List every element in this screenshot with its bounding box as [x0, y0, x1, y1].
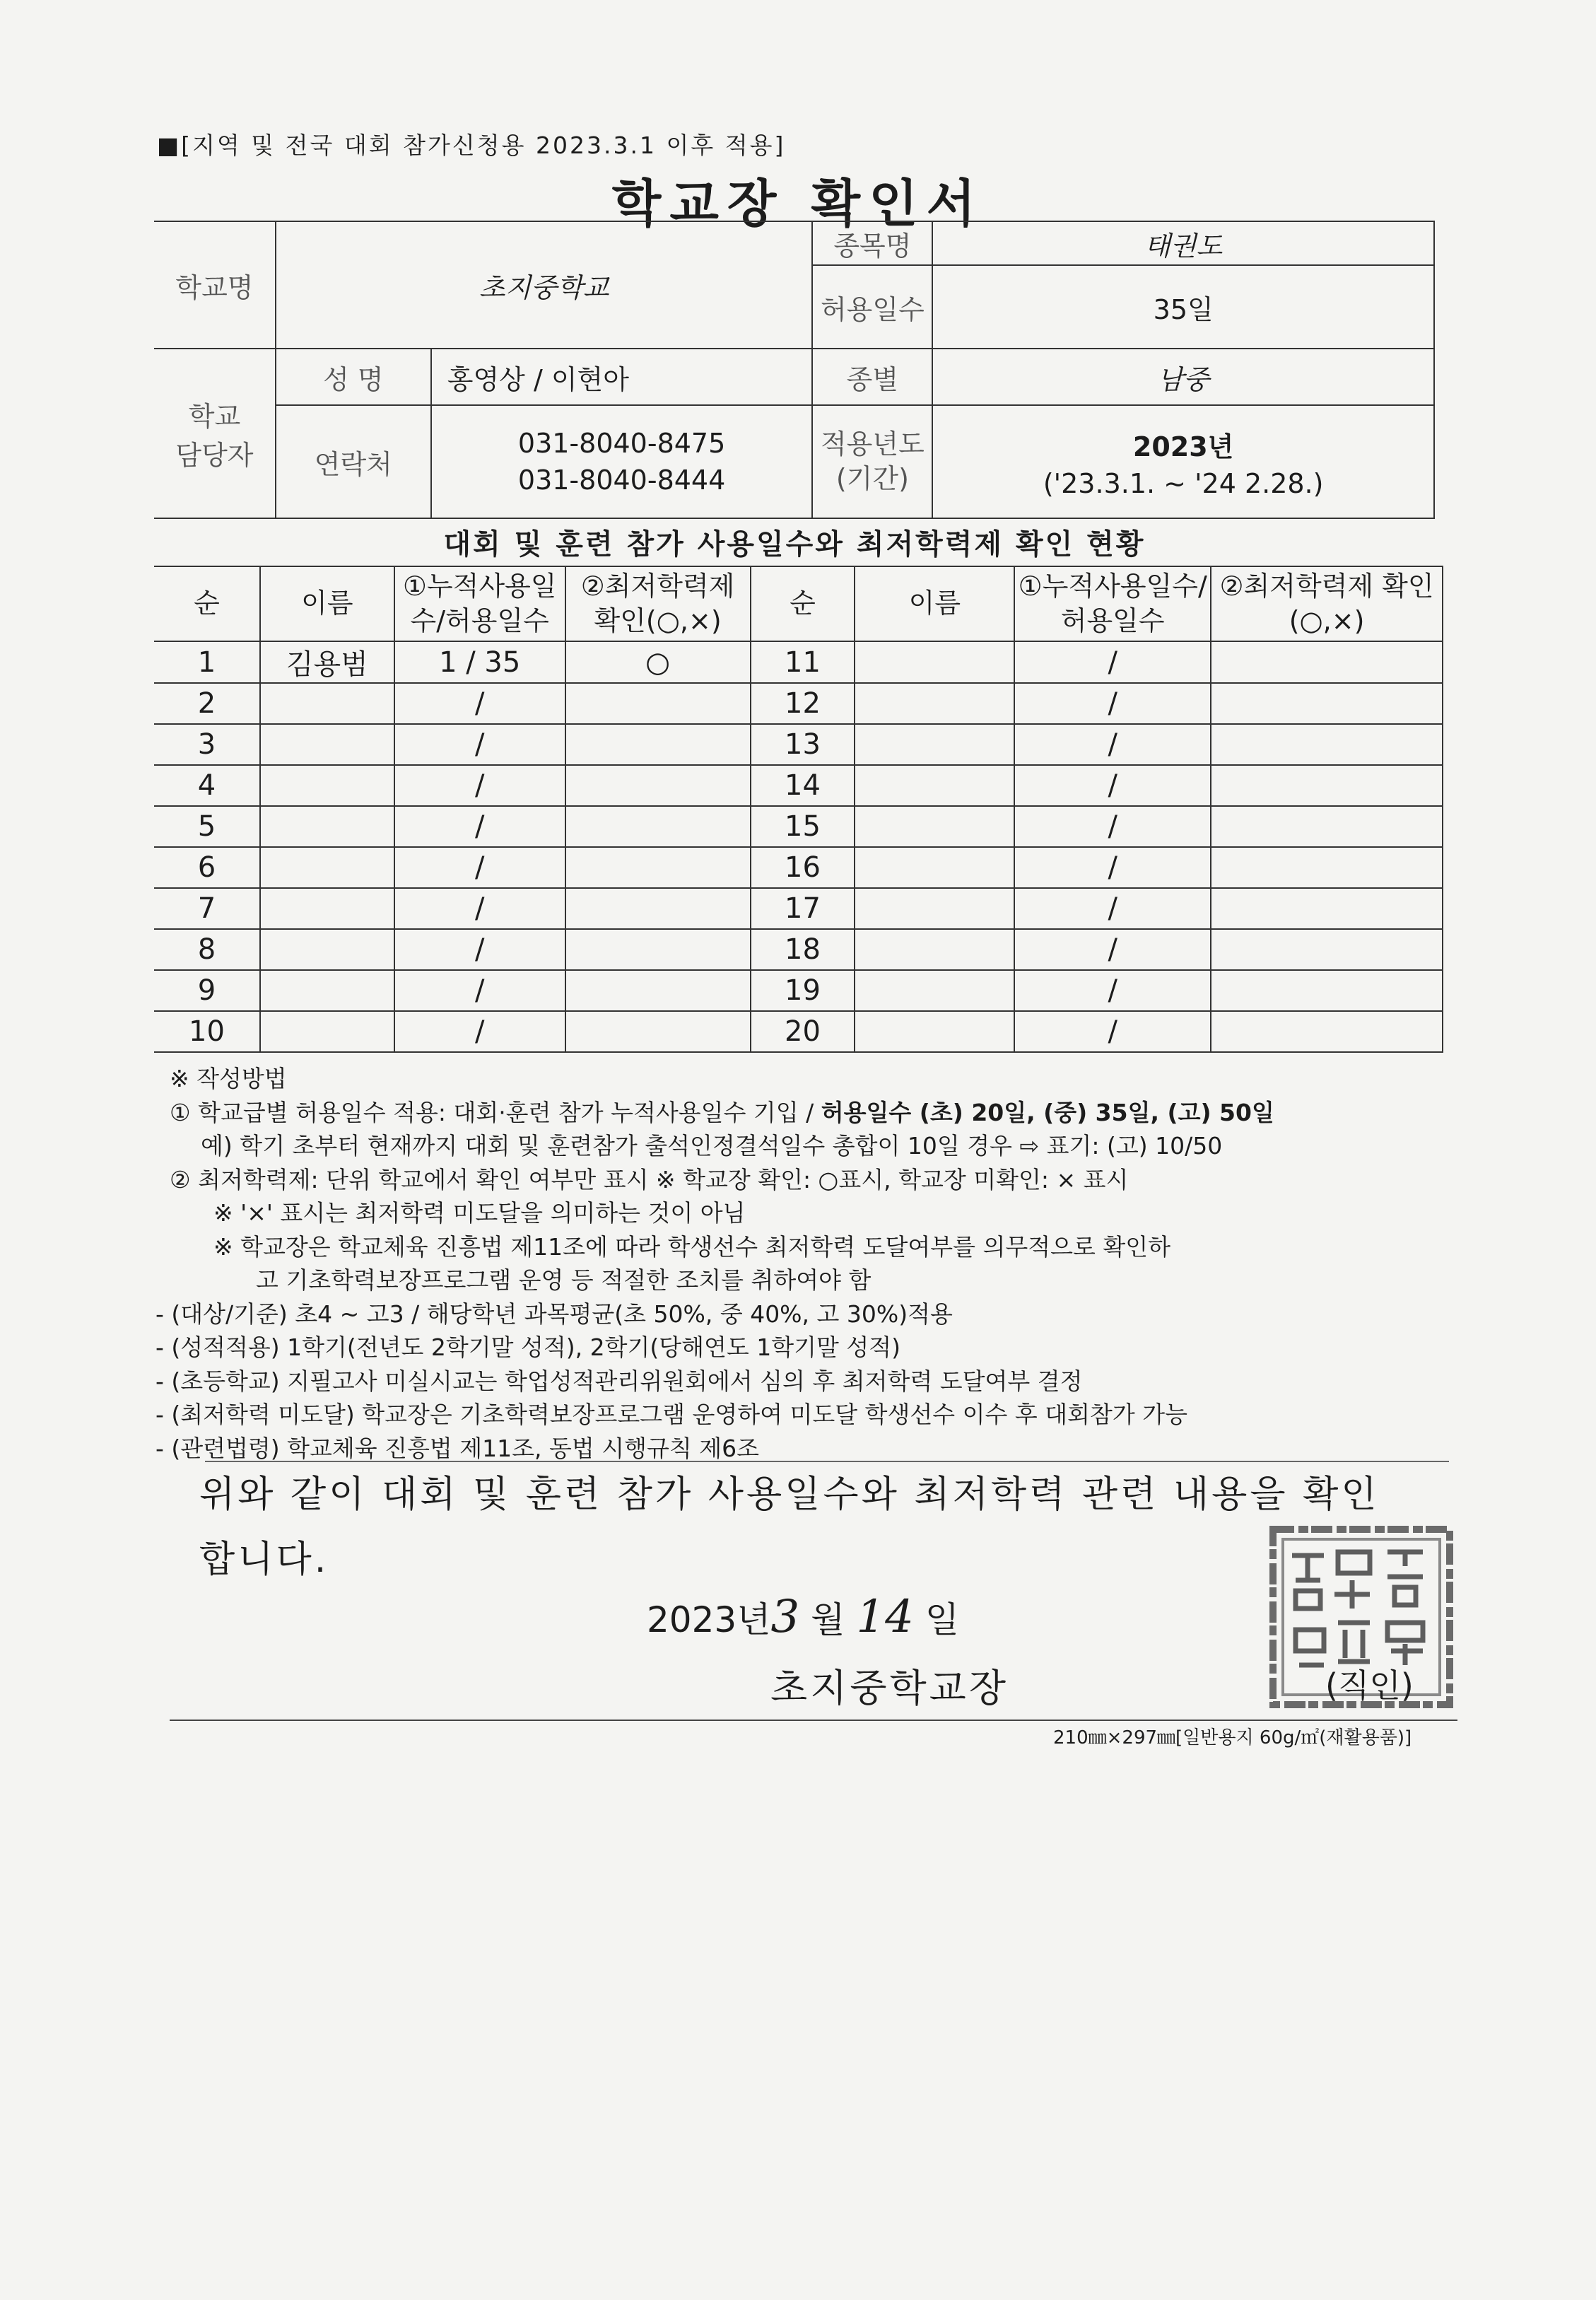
participation-table	[154, 566, 1443, 1053]
row-name	[855, 888, 1014, 929]
seal-label: (직인)	[1325, 1666, 1414, 1705]
row-no: 6	[154, 847, 260, 888]
row-name	[855, 970, 1014, 1011]
detail-5: - (관련법령) 학교체육 진흥법 제11조, 동법 시행규칙 제6조	[156, 1434, 759, 1462]
row-name	[855, 641, 1014, 683]
date-day-unit: 일	[925, 1599, 960, 1640]
row-days: /	[1014, 847, 1211, 888]
row-name	[260, 970, 394, 1011]
date-year: 2023년	[647, 1599, 771, 1640]
row-check	[1211, 806, 1443, 847]
row-name	[260, 683, 394, 724]
row-days: /	[394, 929, 565, 970]
note-1-allowed-days: 허용일수 (초) 20일, (중) 35일, (고) 50일	[821, 1098, 1274, 1126]
row-days: /	[1014, 724, 1211, 765]
table-caption: 대회 및 훈련 참가 사용일수와 최저학력제 확인 현황	[443, 528, 1146, 561]
document-title: 학교장 확인서	[611, 174, 985, 233]
col-check-header: ②최저학력제 확인(○,×)	[565, 566, 751, 641]
date-month-unit: 월	[811, 1599, 845, 1640]
date-day: 14	[856, 1591, 914, 1643]
sport-label: 종목명	[812, 221, 932, 265]
row-no: 11	[751, 641, 855, 683]
row-days: /	[394, 683, 565, 724]
row-no: 4	[154, 765, 260, 806]
detail-2: - (성적적용) 1학기(전년도 2학기말 성적), 2학기(당해연도 1학기말 성적)	[156, 1333, 901, 1361]
row-name	[855, 724, 1014, 765]
row-days: /	[1014, 683, 1211, 724]
table-row	[154, 641, 1443, 683]
category-label: 종별	[812, 349, 932, 405]
table-row	[154, 765, 1443, 806]
row-name	[260, 765, 394, 806]
row-check	[1211, 765, 1443, 806]
header-note: ■[지역 및 전국 대회 참가신청용 2023.3.1 이후 적용]	[157, 132, 786, 159]
name-label: 성 명	[276, 349, 431, 405]
row-check	[1211, 847, 1443, 888]
row-days: /	[1014, 929, 1211, 970]
period-value	[932, 405, 1434, 518]
row-name	[855, 765, 1014, 806]
row-name	[855, 847, 1014, 888]
confirmation-line-1: 위와 같이 대회 및 훈련 참가 사용일수와 최저학력 관련 내용을 확인	[199, 1473, 1380, 1516]
row-check	[565, 1011, 751, 1052]
school-name-value: 초지중학교	[276, 221, 813, 349]
row-no: 7	[154, 888, 260, 929]
row-no: 5	[154, 806, 260, 847]
col-check-header: ②최저학력제 확인(○,×)	[1211, 566, 1443, 641]
row-check	[565, 806, 751, 847]
row-check	[1211, 970, 1443, 1011]
row-days: /	[1014, 806, 1211, 847]
row-name	[260, 847, 394, 888]
detail-4: - (최저학력 미도달) 학교장은 기초학력보장프로그램 운영하여 미도달 학생선수 이수 후 대회참가 가능	[156, 1401, 1188, 1428]
note-1-example: 예) 학기 초부터 현재까지 대회 및 훈련참가 출석인정결석일수 총합이 10일 경우 ⇨ 표기: (고) 10/50	[201, 1132, 1223, 1160]
contact-person-label-line2: 담당자	[175, 440, 254, 471]
row-no: 3	[154, 724, 260, 765]
row-name	[855, 929, 1014, 970]
note-2-b2: 고 기초학력보장프로그램 운영 등 적절한 조치를 취하여야 함	[256, 1266, 872, 1294]
row-days: /	[1014, 970, 1211, 1011]
table-row	[154, 970, 1443, 1011]
issue-date	[647, 1591, 959, 1643]
row-check	[565, 683, 751, 724]
col-name-header: 이름	[855, 566, 1014, 641]
phone-label: 연락처	[276, 405, 431, 518]
contact-person-label	[154, 349, 276, 518]
category-value: 남중	[932, 349, 1434, 405]
row-days: /	[394, 847, 565, 888]
row-check	[1211, 929, 1443, 970]
row-days: /	[394, 724, 565, 765]
note-2: ② 최저학력제: 단위 학교에서 확인 여부만 표시 ※ 학교장 확인: ○표시, 학교장 미확인: × 표시	[170, 1165, 1129, 1193]
note-2-b1: ※ 학교장은 학교체육 진흥법 제11조에 따라 학생선수 최저학력 도달여부를 의무적으로 확인하	[213, 1232, 1171, 1261]
row-no: 9	[154, 970, 260, 1011]
note-1-text: ① 학교급별 허용일수 적용: 대회·훈련 참가 누적사용일수 기입 /	[170, 1098, 821, 1126]
row-name	[260, 929, 394, 970]
instructions-notes	[156, 1062, 1274, 1465]
detail-1: - (대상/기준) 초4 ~ 고3 / 해당학년 과목평균(초 50%, 중 40%, 고 30%)적용	[156, 1300, 953, 1328]
row-no: 17	[751, 888, 855, 929]
table-row	[154, 847, 1443, 888]
row-days: /	[394, 888, 565, 929]
row-check	[1211, 724, 1443, 765]
school-info-table	[154, 221, 1435, 519]
col-name-header: 이름	[260, 566, 394, 641]
period-label: 적용년도 (기간)	[812, 405, 932, 518]
row-name	[260, 1011, 394, 1052]
row-name	[855, 1011, 1014, 1052]
principal-signature: 초지중학교장	[770, 1666, 1009, 1710]
notes-heading: ※ 작성방법	[170, 1065, 287, 1092]
row-check	[565, 888, 751, 929]
row-days: /	[1014, 765, 1211, 806]
row-days: /	[1014, 641, 1211, 683]
row-check	[1211, 683, 1443, 724]
table-row	[154, 888, 1443, 929]
row-check	[565, 970, 751, 1011]
row-no: 12	[751, 683, 855, 724]
row-days: /	[394, 806, 565, 847]
table-row	[154, 683, 1443, 724]
row-days: 1 / 35	[394, 641, 565, 683]
phone-2: 031-8040-8444	[517, 465, 726, 496]
row-name	[855, 806, 1014, 847]
row-check	[565, 929, 751, 970]
row-no: 20	[751, 1011, 855, 1052]
paper-spec: 210㎜×297㎜[일반용지 60g/㎡(재활용품)]	[1053, 1727, 1412, 1749]
row-name: 김용범	[260, 641, 394, 683]
row-name	[855, 683, 1014, 724]
school-name-label: 학교명	[154, 221, 276, 349]
allowed-days-label: 허용일수	[812, 265, 932, 349]
name-value: 홍영상 / 이현아	[431, 349, 813, 405]
row-name	[260, 806, 394, 847]
row-days: /	[394, 1011, 565, 1052]
row-no: 18	[751, 929, 855, 970]
sport-value: 태권도	[932, 221, 1434, 265]
confirmation-statement	[199, 1462, 1380, 1592]
allowed-days-value: 35일	[932, 265, 1434, 349]
phone-values	[431, 405, 813, 518]
row-days: /	[394, 970, 565, 1011]
row-check	[565, 724, 751, 765]
row-check: ○	[565, 641, 751, 683]
row-no: 16	[751, 847, 855, 888]
note-2-a: ※ '×' 표시는 최저학력 미도달을 의미하는 것이 아님	[213, 1199, 746, 1227]
period-year: 2023년	[1132, 431, 1234, 462]
period-range: ('23.3.1. ~ '24 2.28.)	[1043, 467, 1324, 499]
row-check	[1211, 888, 1443, 929]
row-check	[1211, 1011, 1443, 1052]
row-no: 1	[154, 641, 260, 683]
row-days: /	[394, 765, 565, 806]
row-days: /	[1014, 888, 1211, 929]
bottom-divider	[170, 1720, 1457, 1721]
row-check	[565, 765, 751, 806]
row-no: 15	[751, 806, 855, 847]
contact-person-label-line1: 학교	[188, 401, 241, 432]
confirmation-line-2: 합니다.	[199, 1539, 329, 1581]
row-no: 19	[751, 970, 855, 1011]
table-row	[154, 929, 1443, 970]
table-row	[154, 806, 1443, 847]
row-check	[565, 847, 751, 888]
note-1	[170, 1096, 1274, 1130]
date-month: 3	[770, 1591, 800, 1643]
row-check	[1211, 641, 1443, 683]
row-name	[260, 724, 394, 765]
table-row	[154, 724, 1443, 765]
phone-1: 031-8040-8475	[517, 428, 726, 459]
table-header-row	[154, 566, 1443, 641]
row-no: 8	[154, 929, 260, 970]
row-days: /	[1014, 1011, 1211, 1052]
col-days-header: ①누적사용일수/허용일수	[1014, 566, 1211, 641]
table-row	[154, 1011, 1443, 1052]
col-days-header: ①누적사용일수/허용일수	[394, 566, 565, 641]
row-no: 13	[751, 724, 855, 765]
detail-3: - (초등학교) 지필고사 미실시교는 학업성적관리위원회에서 심의 후 최저학력 도달여부 결정	[156, 1367, 1083, 1395]
row-no: 14	[751, 765, 855, 806]
row-no: 10	[154, 1011, 260, 1052]
row-name	[260, 888, 394, 929]
col-no-header: 순	[154, 566, 260, 641]
col-no-header: 순	[751, 566, 855, 641]
row-no: 2	[154, 683, 260, 724]
